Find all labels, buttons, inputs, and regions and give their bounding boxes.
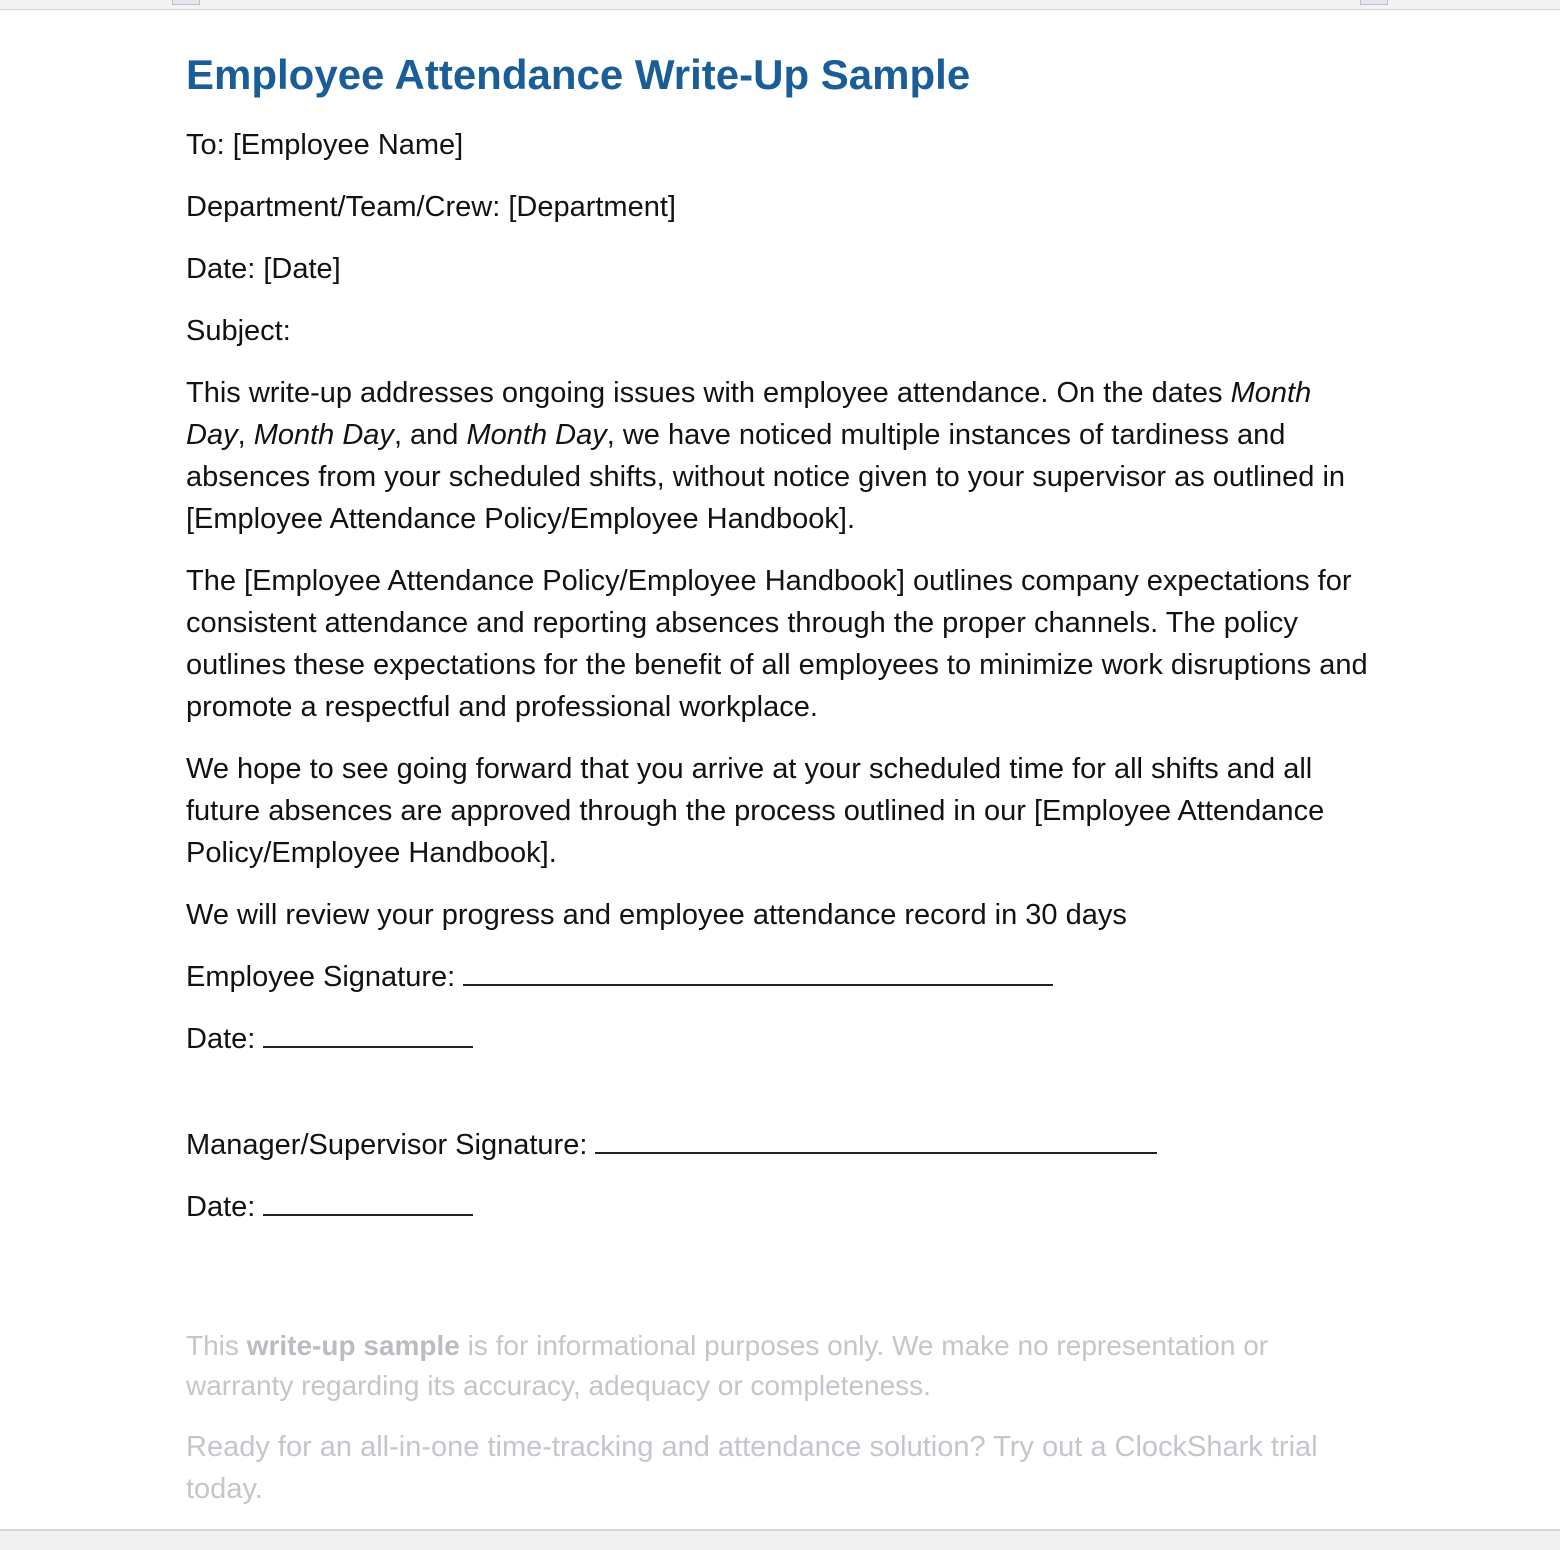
department-field: Department/Team/Crew: [Department] bbox=[186, 191, 676, 223]
employee-signature-blank[interactable] bbox=[463, 960, 1053, 986]
paragraph-dates-text-2: , we have noticed multiple instances of tardiness and absences from your scheduled shifts, without notice given to your supervisor as outlined in [Employee Attendance Policy/Employee Handbook]. bbox=[186, 419, 1346, 535]
paragraph-policy: The [Employee Attendance Policy/Employee Handbook] outlines company expectations for consistent attendance and reporting absences through the proper channels. The policy outlines these expectations for the benefit of all employees to minimize work disruptions and promote a respectful and professional workplace. bbox=[186, 565, 1368, 723]
bottom-page-edge bbox=[0, 1529, 1560, 1550]
document-title: Employee Attendance Write-Up Sample bbox=[186, 51, 971, 98]
disclaimer-text bbox=[186, 1326, 1376, 1406]
right-margin-marker[interactable] bbox=[1360, 0, 1388, 5]
employee-signature-label: Employee Signature: bbox=[186, 961, 456, 993]
manager-signature-label: Manager/Supervisor Signature: bbox=[186, 1129, 588, 1161]
employee-date-blank[interactable] bbox=[263, 1022, 473, 1048]
manager-date-label: Date: bbox=[186, 1191, 256, 1223]
manager-signature-blank[interactable] bbox=[595, 1128, 1157, 1154]
signature-spacer bbox=[186, 1080, 1376, 1124]
footer-spacer bbox=[186, 1248, 1376, 1326]
date-placeholder-1: Month Day bbox=[186, 377, 1312, 451]
paragraph-dates bbox=[186, 372, 1376, 540]
promo-text: Ready for an all-in-one time-tracking and attendance solution? Try out a ClockShark trial today. bbox=[186, 1431, 1318, 1505]
disclaimer-link[interactable]: write-up sample bbox=[246, 1330, 460, 1361]
document-page bbox=[186, 48, 1376, 1530]
paragraph-dates-text-1: This write-up addresses ongoing issues with employee attendance. On the dates bbox=[186, 377, 1231, 409]
employee-date-line bbox=[186, 1018, 1376, 1060]
manager-signature-line bbox=[186, 1124, 1376, 1166]
paragraph-review: We will review your progress and employee attendance record in 30 days bbox=[186, 899, 1127, 931]
top-ruler bbox=[0, 0, 1560, 10]
separator-1: , bbox=[237, 419, 254, 451]
manager-date-blank[interactable] bbox=[263, 1190, 473, 1216]
employee-date-label: Date: bbox=[186, 1023, 256, 1055]
date-field: Date: [Date] bbox=[186, 253, 341, 285]
manager-date-line bbox=[186, 1186, 1376, 1228]
left-margin-marker[interactable] bbox=[172, 0, 200, 5]
employee-signature-line bbox=[186, 956, 1376, 998]
date-placeholder-2: Month Day bbox=[253, 419, 394, 451]
date-placeholder-3: Month Day bbox=[466, 419, 607, 451]
disclaimer-part-2: is for informational purposes only. We make no representation or warranty regarding its accuracy, adequacy or completeness. bbox=[186, 1330, 1269, 1401]
disclaimer-part-1: This bbox=[186, 1330, 247, 1361]
to-field: To: [Employee Name] bbox=[186, 129, 464, 161]
paragraph-expectations: We hope to see going forward that you arrive at your scheduled time for all shifts and all future absences are approved through the process outlined in our [Employee Attendance Policy/Employee Handbook]. bbox=[186, 753, 1325, 869]
separator-2: , and bbox=[393, 419, 467, 451]
subject-field: Subject: bbox=[186, 315, 291, 347]
